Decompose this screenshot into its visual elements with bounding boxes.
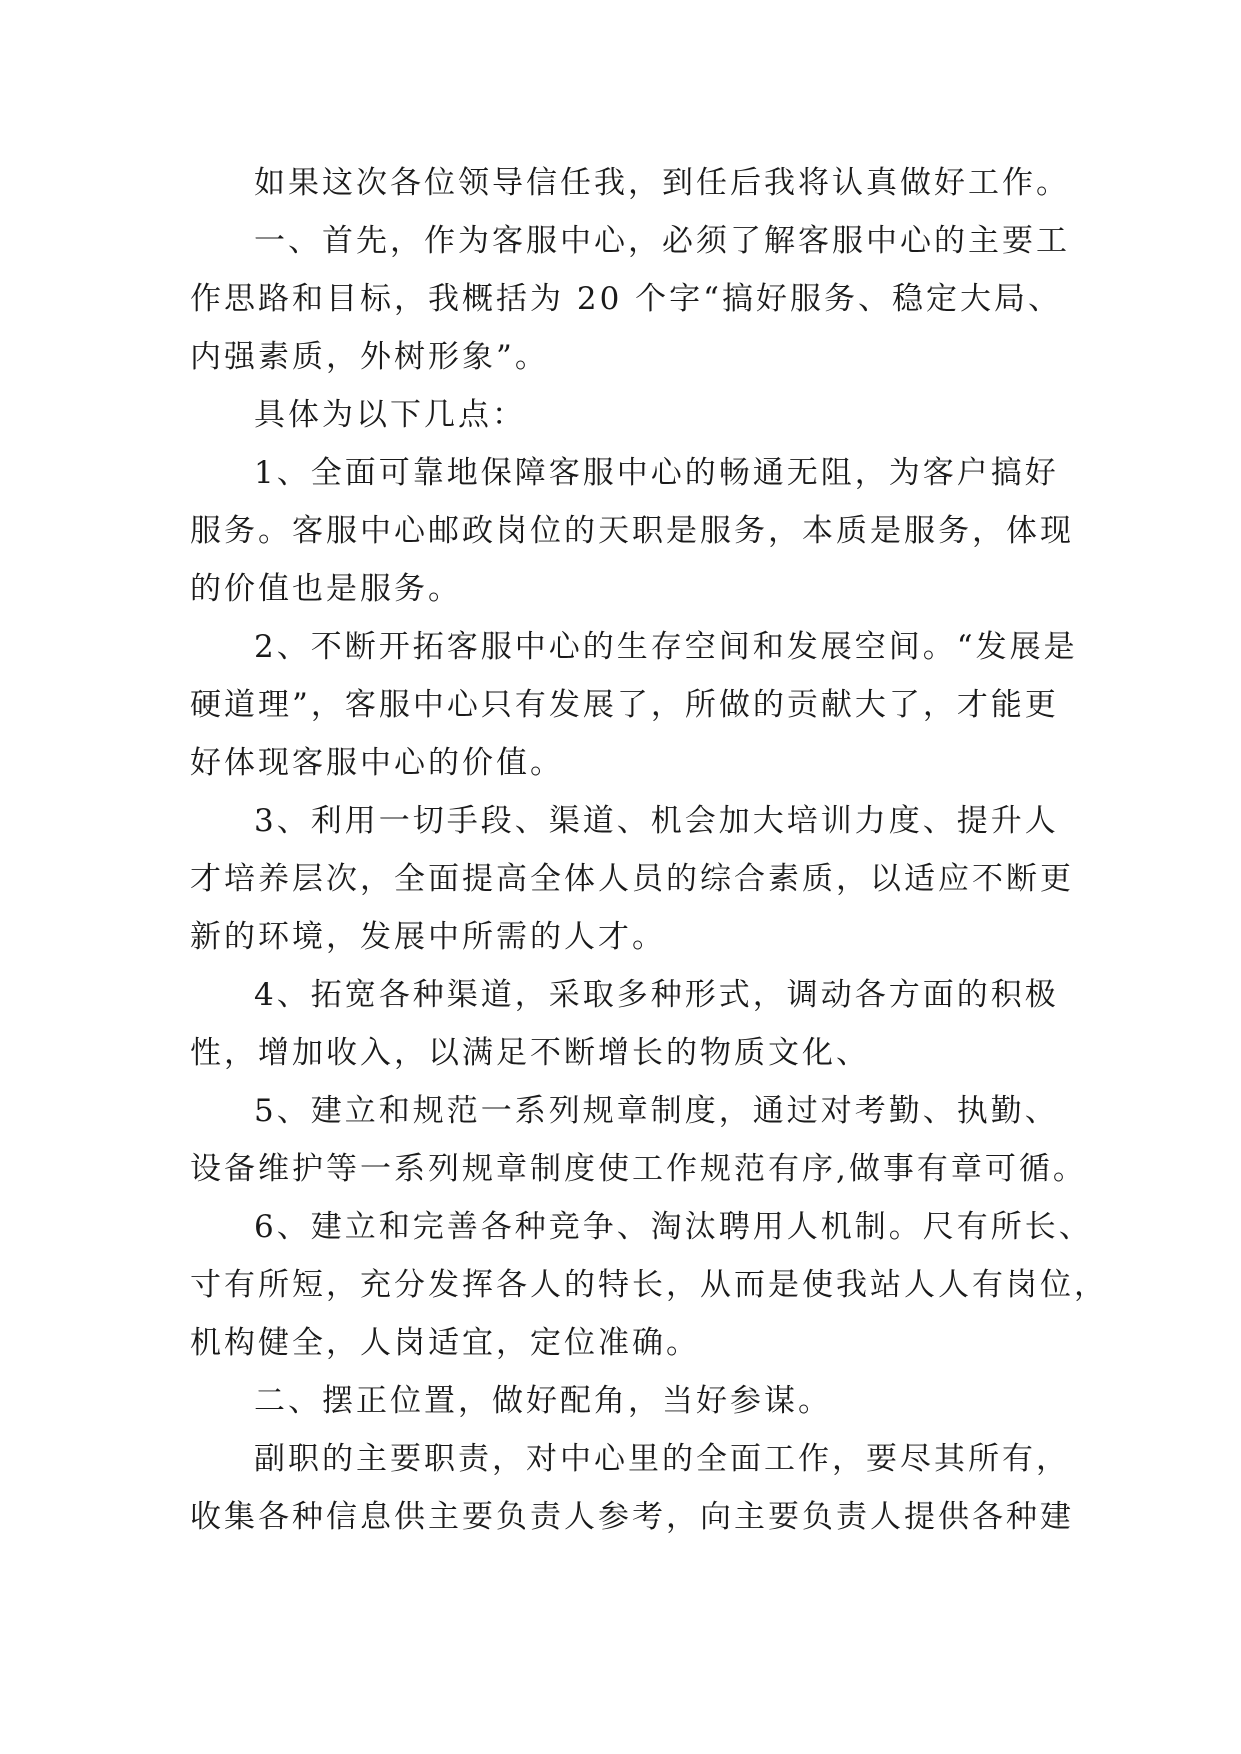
text-line: 设备维护等一系列规章制度使工作规范有序,做事有章可循。 <box>190 1151 1087 1187</box>
text-line: 一、首先，作为客服中心，必须了解客服中心的主要工 <box>254 223 1070 259</box>
text-line: 才培养层次，全面提高全体人员的综合素质，以适应不断更 <box>190 861 1074 897</box>
text-line: 2、不断开拓客服中心的生存空间和发展空间。“发展是 <box>254 629 1078 665</box>
text-line: 二、摆正位置，做好配角，当好参谋。 <box>254 1383 832 1419</box>
text-line: 机构健全，人岗适宜，定位准确。 <box>190 1325 700 1361</box>
text-line: 硬道理”，客服中心只有发展了，所做的贡献大了，才能更 <box>190 687 1059 723</box>
text-line: 6、建立和完善各种竞争、淘汰聘用人机制。尺有所长、 <box>254 1209 1093 1245</box>
text-line: 副职的主要职责，对中心里的全面工作，要尽其所有， <box>254 1441 1070 1477</box>
text-line: 新的环境，发展中所需的人才。 <box>190 919 666 955</box>
text-line: 作思路和目标，我概括为 20 个字“搞好服务、稳定大局、 <box>190 281 1062 317</box>
text-line: 内强素质，外树形象”。 <box>190 339 549 375</box>
text-line: 4、拓宽各种渠道，采取多种形式，调动各方面的积极 <box>254 977 1059 1013</box>
text-line: 性，增加收入，以满足不断增长的物质文化、 <box>190 1035 870 1071</box>
text-line: 好体现客服中心的价值。 <box>190 745 564 781</box>
text-line: 5、建立和规范一系列规章制度，通过对考勤、执勤、 <box>254 1093 1059 1129</box>
document-page <box>190 154 1108 1546</box>
text-line: 具体为以下几点： <box>254 397 526 433</box>
text-line: 3、利用一切手段、渠道、机会加大培训力度、提升人 <box>254 803 1059 839</box>
text-line: 服务。客服中心邮政岗位的天职是服务，本质是服务，体现 <box>190 513 1074 549</box>
text-line: 如果这次各位领导信任我，到任后我将认真做好工作。 <box>254 165 1070 201</box>
text-line: 的价值也是服务。 <box>190 571 462 607</box>
text-line: 收集各种信息供主要负责人参考，向主要负责人提供各种建 <box>190 1499 1074 1535</box>
text-line: 1、全面可靠地保障客服中心的畅通无阻，为客户搞好 <box>254 455 1059 491</box>
text-line: 寸有所短，充分发挥各人的特长，从而是使我站人人有岗位， <box>190 1267 1108 1303</box>
